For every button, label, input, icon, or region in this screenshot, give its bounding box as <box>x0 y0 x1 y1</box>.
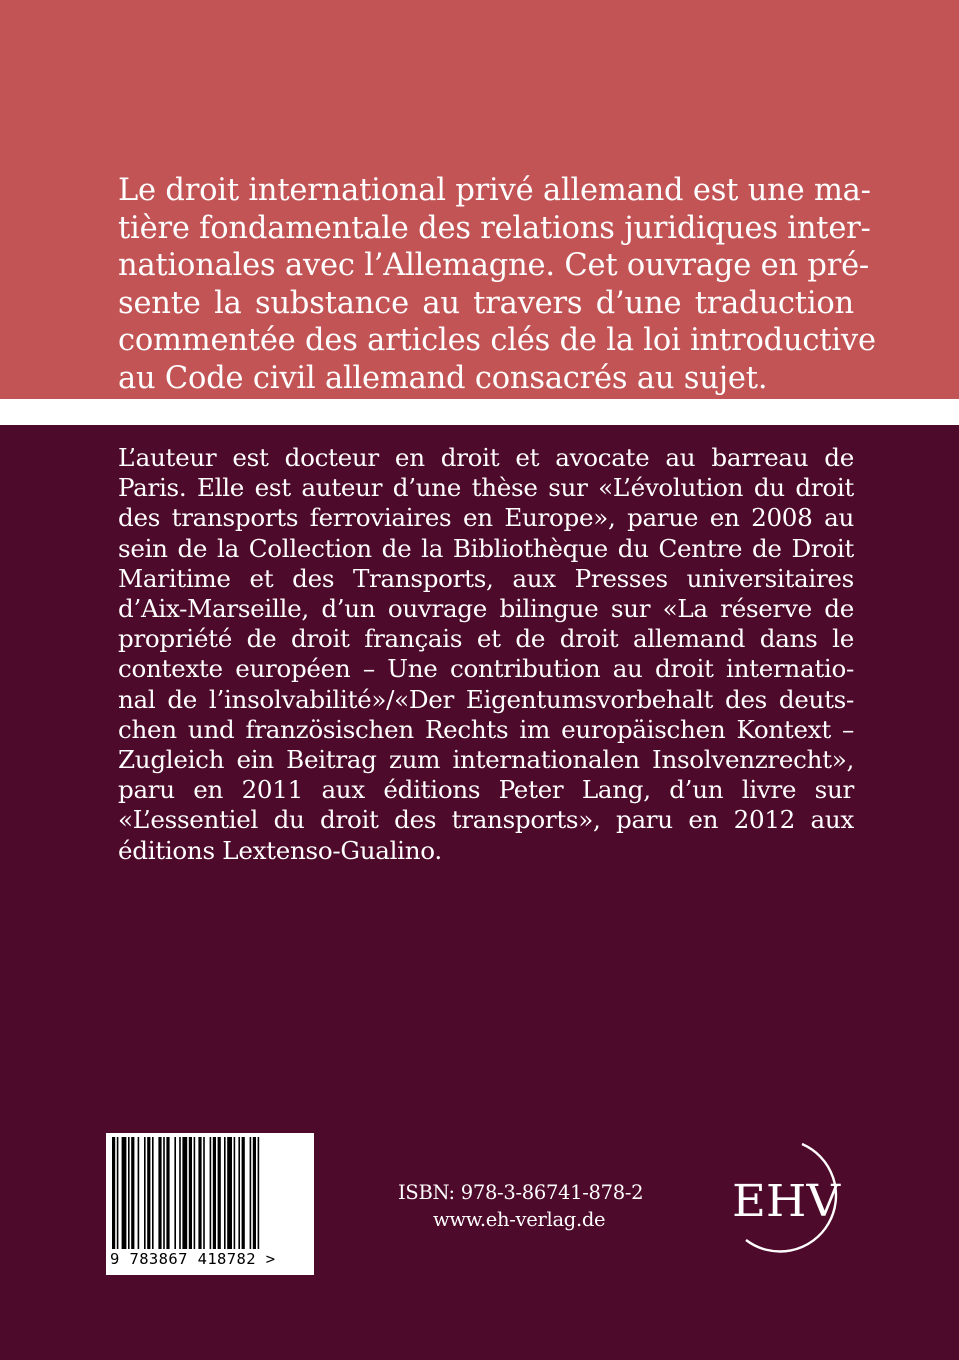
barcode-bar <box>210 1137 212 1249</box>
blurb-line: nationales avec l’Allemagne. Cet ouvrage en pré- <box>118 248 870 284</box>
barcode-bar <box>250 1137 252 1249</box>
barcode-bar <box>147 1137 150 1249</box>
blurb-line: au Code civil allemand consacrés au sujet. <box>118 360 768 396</box>
barcode-bar <box>138 1137 140 1249</box>
barcode-bar <box>131 1137 134 1249</box>
bio-line: des transports ferroviaires en Europe», parue en 2008 au <box>118 503 854 533</box>
barcode-bar <box>224 1137 226 1249</box>
blurb-line: Le droit international privé allemand est une ma- <box>118 173 871 208</box>
bio-line: chen und französischen Rechts im europäischen Kontext – <box>118 714 854 744</box>
barcode-bar <box>198 1137 201 1249</box>
barcode-bar <box>112 1137 115 1249</box>
bio-line: Paris. Elle est auteur d’une thèse sur «L’évolution du droit <box>118 473 854 503</box>
publisher-website: www.eh-verlag.de <box>433 1208 606 1231</box>
bio-line: L’auteur est docteur en droit et avocate au barreau de <box>118 443 854 472</box>
divider-stripe <box>0 399 959 425</box>
barcode-bar <box>158 1137 161 1249</box>
barcode-bar <box>163 1137 165 1249</box>
bio-line: Zugleich ein Beitrag zum internationalen Insolvenzrecht», <box>118 745 854 775</box>
barcode-bar <box>144 1137 146 1249</box>
bio-line: contexte européen – Une contribution au droit internatio- <box>118 654 854 684</box>
barcode-bar <box>179 1137 181 1249</box>
barcode-bar <box>194 1137 196 1249</box>
bio-line: Maritime et des Transports, aux Presses universitaires <box>118 563 854 593</box>
book-blurb <box>118 172 876 398</box>
barcode-bar <box>189 1137 192 1249</box>
bio-line: propriété de droit français et de droit allemand dans le <box>118 624 854 654</box>
bio-line: éditions Lextenso-Gualino. <box>118 835 442 865</box>
barcode-bar <box>234 1137 236 1249</box>
isbn-barcode <box>106 1133 314 1275</box>
publisher-logo <box>722 1138 862 1258</box>
barcode-bar <box>166 1137 169 1249</box>
bio-line: paru en 2011 aux éditions Peter Lang, d’un livre sur <box>118 775 854 805</box>
barcode-digits: 9 783867 418782 > <box>110 1250 276 1268</box>
barcode-bar <box>128 1137 130 1249</box>
author-bio <box>118 443 854 866</box>
barcode-bar <box>238 1137 240 1249</box>
bio-line: nal de l’insolvabilité»/«Der Eigentumsvorbehalt des deuts- <box>118 684 854 714</box>
barcode-bar <box>258 1137 260 1249</box>
barcode-bar <box>227 1137 232 1249</box>
blurb-line: tière fondamentale des relations juridiques inter- <box>118 210 871 246</box>
barcode-bar <box>242 1137 245 1249</box>
barcode-bar <box>213 1137 216 1249</box>
barcode-bar <box>117 1137 119 1249</box>
logo-text: EHV <box>732 1176 842 1227</box>
barcode-bar <box>174 1137 176 1249</box>
bio-line: sein de la Collection de la Bibliothèque du Centre de Droit <box>118 533 854 563</box>
isbn-number: ISBN: 978-3-86741-878-2 <box>398 1181 644 1204</box>
blurb-line: commentée des articles clés de la loi introductive <box>118 323 876 359</box>
bio-line: «L’essentiel du droit des transports», paru en 2012 aux <box>118 805 854 835</box>
barcode-bar <box>152 1137 154 1249</box>
bio-line: d’Aix-Marseille, d’un ouvrage bilingue sur «La réserve de <box>118 594 854 624</box>
barcode-bar <box>203 1137 205 1249</box>
barcode-bar <box>253 1137 256 1249</box>
barcode-bars <box>112 1137 308 1249</box>
barcode-bar <box>122 1137 127 1249</box>
barcode-bar <box>182 1137 187 1249</box>
barcode-bar <box>218 1137 221 1249</box>
blurb-line: sente la substance au travers d’une traduction <box>118 285 854 321</box>
